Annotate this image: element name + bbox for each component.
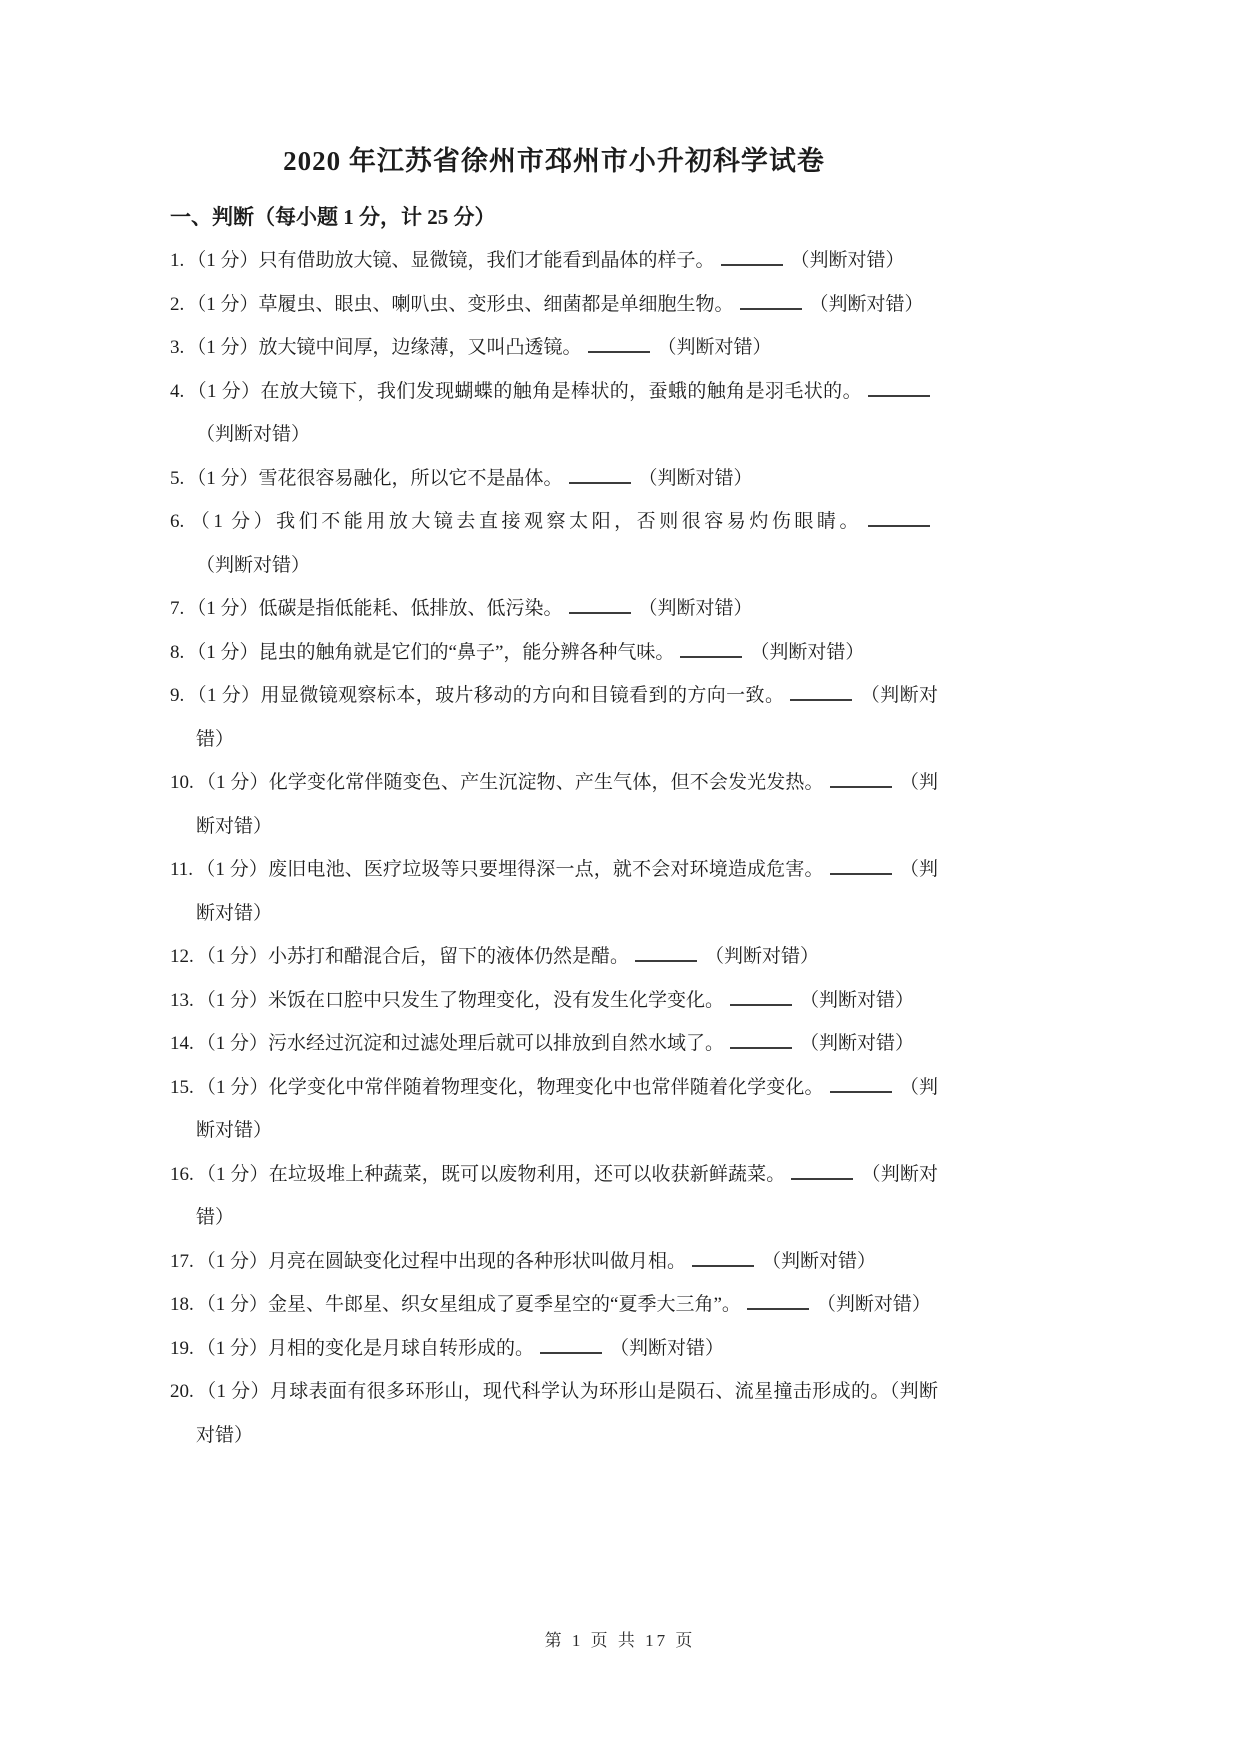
question-item-19 [170,1327,938,1371]
judge-label: （判断对错） [196,772,938,837]
answer-blank [730,1001,792,1006]
judge-label: （判断对错） [750,641,865,663]
question-text: 只有借助放大镜、显微镜，我们才能看到晶体的样子。 [258,250,715,271]
question-text: 化学变化常伴随变色、产生沉淀物、产生气体，但不会发光发热。 [268,772,824,793]
question-number: 18. [170,1294,194,1315]
question-text: 用显微镜观察标本，玻片移动的方向和目镜看到的方向一致。 [260,685,785,706]
question-item-16 [170,1153,938,1240]
question-item-6 [170,500,938,587]
question-item-2 [170,283,938,327]
page-content [170,146,938,1457]
question-text: 月相的变化是月球自转形成的。 [268,1337,535,1359]
question-number: 5. [170,467,185,489]
question-score: （1 分） [196,1381,270,1402]
question-number: 8. [170,641,185,663]
answer-blank [721,261,783,266]
question-text: 米饭在口腔中只发生了物理变化，没有发生化学变化。 [268,989,725,1011]
question-score: （1 分） [187,467,259,489]
answer-blank [730,1044,792,1049]
answer-blank [747,1305,809,1310]
answer-blank [790,696,852,701]
judge-label: （判断对错） [196,424,311,445]
question-score: （1 分） [187,293,259,315]
question-item-20 [170,1370,938,1457]
judge-label: （判断对错） [800,989,915,1011]
judge-label: （判断对错） [196,1381,938,1446]
answer-blank [868,522,930,527]
judge-label: （判断对错） [657,337,772,358]
question-number: 17. [170,1250,194,1272]
question-text: 我们不能用放大镜去直接观察太阳，否则很容易灼伤眼睛。 [276,511,862,532]
question-item-14 [170,1022,938,1066]
question-score: （1 分） [187,380,261,402]
question-text: 在放大镜下，我们发现蝴蝶的触角是棒状的，蚕蛾的触角是羽毛状的。 [260,380,862,402]
answer-blank [692,1262,754,1267]
question-text: 小苏打和醋混合后，留下的液体仍然是醋。 [268,946,630,967]
answer-blank [868,392,930,397]
question-score: （1 分） [196,1337,269,1359]
question-number: 15. [170,1076,194,1098]
question-score: （1 分） [196,1250,269,1272]
question-number: 16. [170,1163,194,1185]
question-text: 金星、牛郎星、织女星组成了夏季星空的“夏季大三角”。 [268,1294,741,1315]
judge-label: （判断对错） [762,1250,877,1272]
page-footer: 第 1 页 共 17 页 [544,1631,696,1650]
question-item-8 [170,631,938,675]
question-score: （1 分） [196,1163,269,1185]
answer-blank [740,305,802,310]
question-item-5 [170,457,938,501]
question-item-18 [170,1283,938,1327]
question-item-15 [170,1066,938,1153]
judge-label: （判断对错） [196,859,938,924]
question-number: 20. [170,1381,194,1402]
answer-blank [830,870,892,875]
question-item-7 [170,587,938,631]
question-number: 7. [170,598,185,619]
question-item-11 [170,848,938,935]
question-text: 月亮在圆缺变化过程中出现的各种形状叫做月相。 [268,1250,687,1272]
question-score: （1 分） [187,337,259,358]
section-heading: 一、判断（每小题 1 分，计 25 分） [170,205,496,229]
question-item-4 [170,370,938,457]
question-item-10 [170,761,938,848]
question-score: （1 分） [196,859,269,880]
judge-label: （判断对错） [638,598,753,619]
judge-label: （判断对错） [196,685,938,750]
judge-label: （判断对错） [610,1337,725,1359]
question-item-9 [170,674,938,761]
question-text: 月球表面有很多环形山，现代科学认为环形山是陨石、流星撞击形成的。 [269,1381,890,1402]
question-number: 9. [170,685,185,706]
question-number: 3. [170,337,185,358]
question-score: （1 分） [196,1033,269,1054]
question-number: 19. [170,1337,194,1359]
question-item-12 [170,935,938,979]
question-number: 6. [170,511,185,532]
question-score: （1 分） [187,641,259,663]
question-score: （1 分） [196,946,269,967]
question-text: 低碳是指低能耗、低排放、低污染。 [258,598,563,619]
question-item-13 [170,979,938,1023]
question-score: （1 分） [187,250,259,271]
question-text: 草履虫、眼虫、喇叭虫、变形虫、细菌都是单细胞生物。 [258,293,734,315]
judge-label: （判断对错） [196,554,311,576]
question-item-17 [170,1240,938,1284]
question-number: 14. [170,1033,194,1054]
question-text: 废旧电池、医疗垃圾等只要埋得深一点，就不会对环境造成危害。 [268,859,824,880]
question-score: （1 分） [196,989,269,1011]
answer-blank [588,348,650,353]
question-score: （1 分） [187,511,277,532]
judge-label: （判断对错） [638,467,753,489]
judge-label: （判断对错） [196,1163,938,1228]
question-score: （1 分） [196,772,269,793]
question-text: 在垃圾堆上种蔬菜，既可以废物利用，还可以收获新鲜蔬菜。 [268,1163,786,1185]
question-score: （1 分） [187,598,259,619]
answer-blank [569,609,631,614]
question-number: 12. [170,946,194,967]
answer-blank [830,1088,892,1093]
question-number: 1. [170,250,185,271]
question-text: 放大镜中间厚，边缘薄，又叫凸透镜。 [258,337,582,358]
question-score: （1 分） [196,1294,269,1315]
question-text: 污水经过沉淀和过滤处理后就可以排放到自然水域了。 [268,1033,725,1054]
question-number: 4. [170,380,185,402]
question-text: 化学变化中常伴随着物理变化，物理变化中也常伴随着化学变化。 [268,1076,824,1098]
answer-blank [569,479,631,484]
question-text: 雪花很容易融化，所以它不是晶体。 [258,467,563,489]
answer-blank [540,1349,602,1354]
judge-label: （判断对错） [816,1294,931,1315]
question-score: （1 分） [187,685,261,706]
answer-blank [791,1175,853,1180]
judge-label: （判断对错） [705,946,820,967]
answer-blank [635,957,697,962]
page-title: 2020 年江苏省徐州市邳州市小升初科学试卷 [283,146,825,176]
question-score: （1 分） [196,1076,269,1098]
answer-blank [680,653,742,658]
judge-label: （判断对错） [196,1076,938,1141]
question-item-1 [170,239,938,283]
judge-label: （判断对错） [809,293,924,315]
question-number: 13. [170,989,194,1011]
answer-blank [830,783,892,788]
judge-label: （判断对错） [790,250,905,271]
question-number: 10. [170,772,194,793]
judge-label: （判断对错） [800,1033,915,1054]
question-text: 昆虫的触角就是它们的“鼻子”，能分辨各种气味。 [258,641,675,663]
question-number: 2. [170,293,185,315]
question-number: 11. [170,859,194,880]
question-item-3 [170,326,938,370]
